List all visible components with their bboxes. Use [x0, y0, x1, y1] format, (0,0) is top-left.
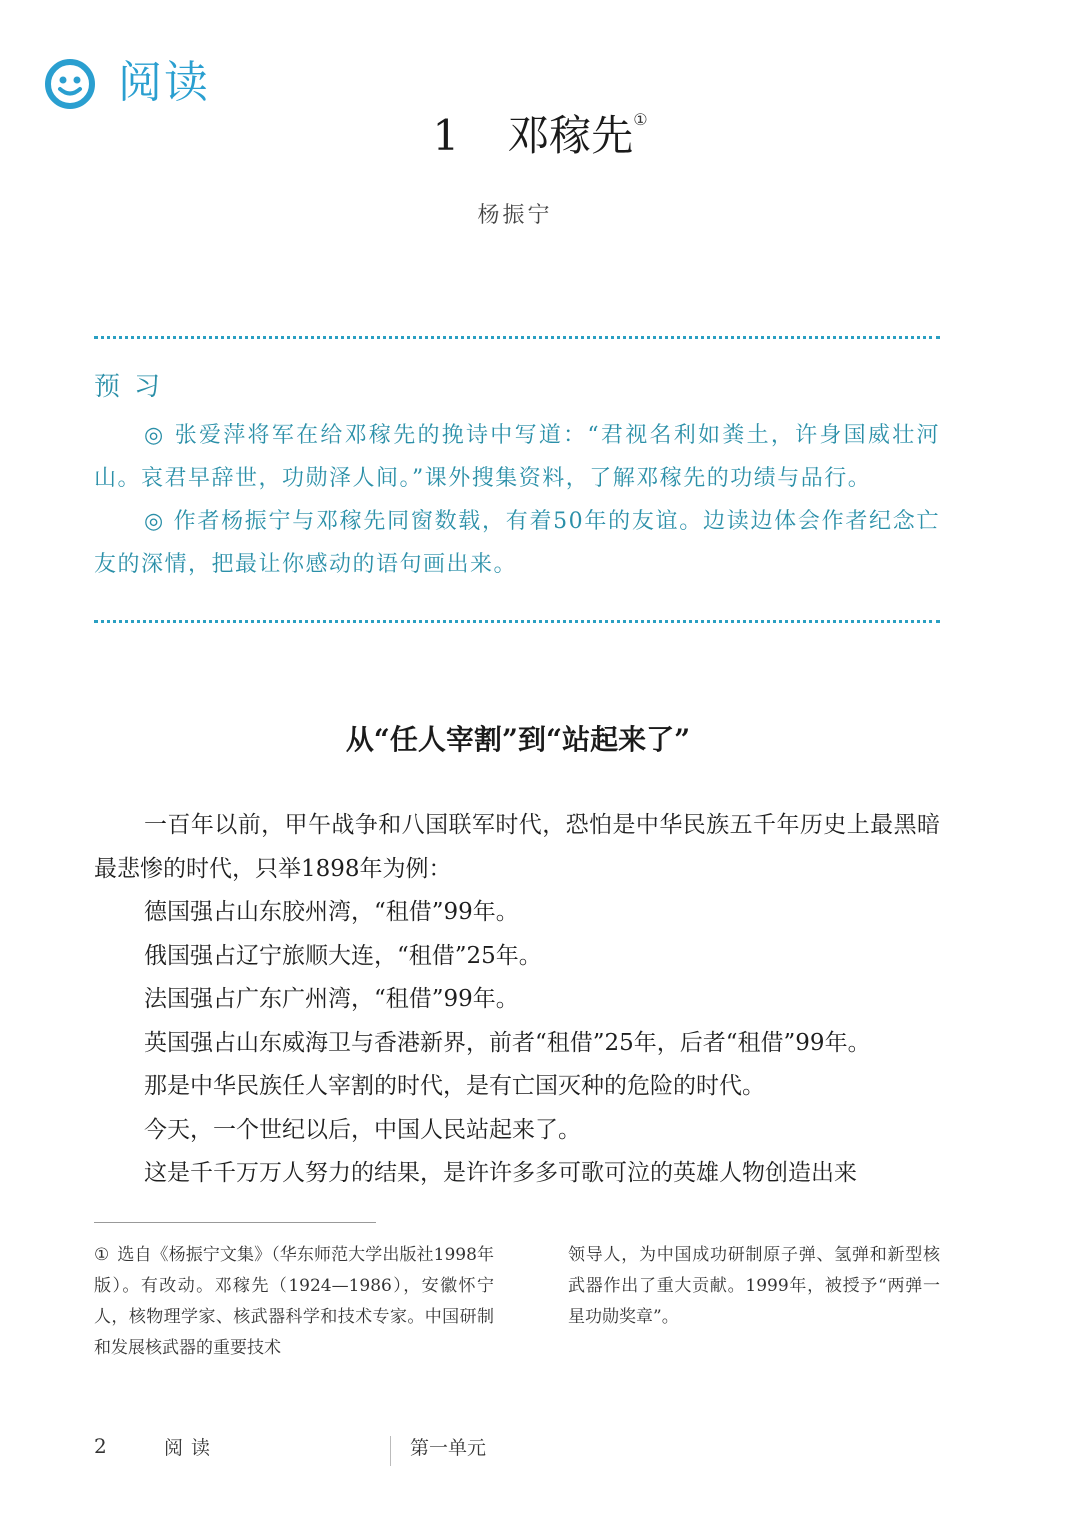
preview-paragraph: ◎ 张爱萍将军在给邓稼先的挽诗中写道：“君视名利如粪土，许身国威壮河山。哀君早辞世，功勋泽人间。”课外搜集资料，了解邓稼先的功绩与品行。 — [94, 423, 940, 491]
footnote-column-2 — [568, 1240, 940, 1333]
body-paragraph: 今天，一个世纪以后，中国人民站起来了。 — [144, 1116, 581, 1143]
page-number: 2 — [94, 1434, 107, 1458]
section-label: 阅读 — [118, 57, 210, 108]
footer-section-label: 阅读 — [164, 1437, 219, 1459]
lesson-title-block — [0, 108, 1080, 164]
footnote-rule — [94, 1222, 376, 1223]
footer-divider — [390, 1436, 391, 1466]
body-paragraph: 俄国强占辽宁旅顺大连，“租借”25年。 — [144, 942, 542, 969]
smiley-face-icon — [44, 58, 96, 110]
footer-unit-label: 第一单元 — [410, 1437, 487, 1459]
section-heading: 从“任人宰割”到“站起来了” — [345, 723, 691, 756]
body-paragraph: 一百年以前，甲午战争和八国联军时代，恐怕是中华民族五千年历史上最黑暗最悲惨的时代，只举1898年为例： — [94, 812, 940, 882]
preview-divider-top — [94, 336, 940, 339]
body-paragraph: 那是中华民族任人宰割的时代，是有亡国灭种的危险的时代。 — [144, 1073, 765, 1099]
lesson-title: 邓稼先 — [507, 111, 634, 160]
body-text — [94, 804, 940, 1196]
body-paragraph: 德国强占山东胶州湾，“租借”99年。 — [144, 899, 519, 925]
footnote-text-2: 领导人，为中国成功研制原子弹、氢弹和新型核武器作出了重大贡献。1999年，被授予“两弹一星功勋奖章”。 — [568, 1245, 940, 1327]
footnote-marker: ① — [94, 1245, 110, 1265]
footnote-column-1 — [94, 1240, 494, 1364]
preview-heading: 预习 — [94, 372, 175, 402]
title-footnote-mark[interactable]: ① — [633, 110, 648, 129]
body-paragraph: 这是千千万万人努力的结果，是许许多多可歌可泣的英雄人物创造出来 — [144, 1160, 857, 1186]
preview-divider-bottom — [94, 620, 940, 623]
lesson-number: 1 — [432, 111, 460, 160]
body-paragraph: 法国强占广东广州湾，“租借”99年。 — [144, 986, 519, 1012]
preview-paragraph: ◎ 作者杨振宁与邓稼先同窗数载，有着50年的友谊。边读边体会作者纪念亡友的深情，把最让你感动的语句画出来。 — [94, 509, 940, 577]
footnote-text-1: 选自《杨振宁文集》（华东师范大学出版社1998年版）。有改动。邓稼先（1924—1986），安徽怀宁人，核物理学家、核武器科学和技术专家。中国研制和发展核武器的重要技术 — [94, 1245, 494, 1358]
author-name: 杨振宁 — [477, 203, 553, 228]
body-paragraph: 英国强占山东威海卫与香港新界，前者“租借”25年，后者“租借”99年。 — [144, 1029, 871, 1056]
